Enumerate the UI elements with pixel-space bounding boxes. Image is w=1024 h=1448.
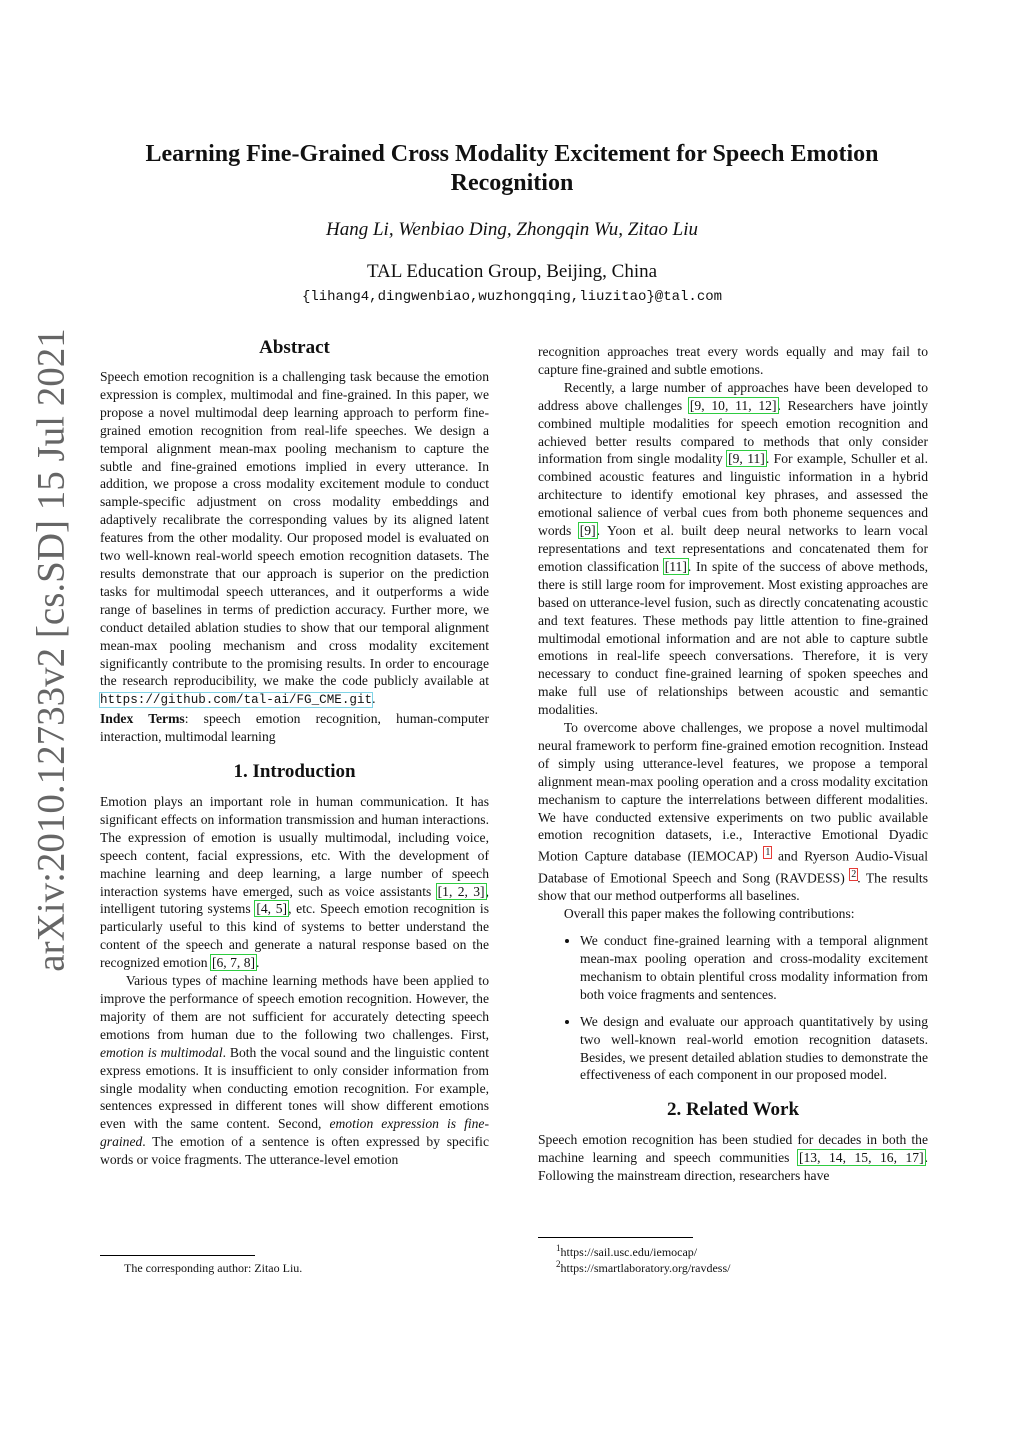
introduction-heading: 1. Introduction [233, 761, 356, 783]
footnote-rule [100, 1255, 255, 1256]
citation-link[interactable]: [13, 14, 15, 16, 17] [798, 1150, 924, 1166]
footnote-corresponding-author: The corresponding author: Zitao Liu. [124, 1261, 303, 1275]
code-link[interactable]: https://github.com/tal-ai/FG_CME.git [100, 693, 373, 708]
footnote-rule [538, 1237, 693, 1238]
citation-link[interactable]: [9, 11] [728, 451, 765, 467]
footnote-link[interactable]: 1 [765, 847, 771, 859]
related-paragraph-1: Speech emotion recognition has been studied for decades in both the machine learning and speech communities [13, 14, 15, 16, 17]. Following the mainstream direction, researchers have [538, 1132, 929, 1184]
right-column [538, 343, 928, 1185]
index-terms: Index Terms: speech emotion recognition, human-computer interaction, multimodal learning [100, 711, 489, 745]
intro-paragraph-2: Various types of machine learning methods have been applied to improve the performance of speech emotion recognition. However, the majority of them are not sufficient for accurately detecting speech emotions from human due to the following two challenges. First, emotion is multimodal. Both the vocal sound and the linguistic content express emotions. It is insufficient to only consider information from single modality when conducting emotion recognition. For example, sentences expressed in different tones will show different emotions even with the same content. Second, emotion expression is fine-grained. The emotion of a sentence is often expressed by specific words or voice fragments. The utterance-level emotion [100, 973, 489, 1168]
footnote-2: $^2$https://smartlaboratory.org/ravdess/ [556, 1259, 731, 1275]
citation-link[interactable]: [1, 2, 3] [437, 883, 485, 899]
footnote-link[interactable]: 2 [851, 868, 857, 880]
citation-link[interactable]: [11] [664, 558, 687, 574]
footnote-1: $^1$https://sail.usc.edu/iemocap/ [556, 1243, 698, 1259]
abstract-heading: Abstract [259, 337, 330, 358]
citation-link[interactable]: [9] [579, 523, 596, 539]
list-item: • We conduct fine-grained learning with a temporal alignment mean-max pooling operation and cross-modality excitement mechanism to obtain plentiful cross modality information from both voice fragments and sentences. [580, 932, 928, 1004]
author-emails: {lihang4,dingwenbiao,wuzhongqing,liuzitao}@tal.com [301, 289, 723, 305]
list-item: • We design and evaluate our approach quantitatively by using two well-known real-world emotion recognition datasets. Besides, we present detailed ablation studies to demonstrate the effectiveness of each component in our proposed model. [580, 1013, 928, 1085]
arxiv-identifier: arXiv:2010.12733v2 [cs.SD] 15 Jul 2021 [29, 328, 73, 972]
intro-paragraph-3: Recently, a large number of approaches have been developed to address above challenges [9, 10, 11, 12]. Researchers have jointly combined multiple modalities for speech emotion recognition and achieved better results compared to methods that only consider information from single modality [9, 11]. For example, Schuller et al. combined acoustic features and linguistic information in a hybrid architecture to identify emotional key phrases, and assessed the emotional salience of verbal cues from both phoneme sequences and words [9]. Yoon et al. built deep neural networks to learn vocal representations and text representations and concatenated them for emotion classification [11]. In spite of the success of above methods, there is still large room for improvement. Most existing approaches are based on utterance-level fusion, such as directly concatenating acoustic and text features. These methods pay little attention to fine-grained multimodal emotional information and are not able to capture subtle emotions in real-life speech conversations. Therefore, it is very necessary to conduct fine-grained learning of spoken speeches and make full use of relationships between acoustic and semantic modalities. [538, 379, 929, 718]
intro-paragraph-4: To overcome above challenges, we propose a novel multimodal neural framework to perform fine-grained emotion recognition. Instead of simply using utterance-level features, we propose a temporal alignment mean-max pooling operation and a cross modality excitation mechanism to capture the interrelations between different modalities. We have conducted extensive experiments on two public available emotion recognition datasets, i.e., Interactive Emotional Dyadic Motion Capture database (IEMOCAP) $^1$ and Ryerson Audio-Visual Database of Emotional Speech and Song (RAVDESS) $^2$. The results show that our method outperforms all baselines. [538, 720, 929, 904]
contributions-intro: Overall this paper makes the following contributions: [563, 906, 855, 922]
affiliation: TAL Education Group, Beijing, China [366, 261, 658, 282]
author-list: Hang Li, Wenbiao Ding, Zhongqin Wu, Zitao Liu [326, 219, 698, 240]
contributions-list [538, 932, 928, 1084]
citation-link[interactable]: [9, 10, 11, 12] [689, 397, 777, 413]
abstract-body: Speech emotion recognition is a challenging task because the emotion expression is complex, multimodal and fine-grained. In this paper, we propose a novel multimodal deep learning approach to perform fine-grained emotion recognition from real-life speeches. We design a temporal alignment mean-max pooling mechanism to capture the subtle and fine-grained emotions implied in every utterance. In addition, we propose a cross modality excitement module to conduct sample-specific adjustment on cross modality embeddings and adaptively recalibrate the corresponding values by its aligned latent features from the other modality. Our proposed model is evaluated on two well-known real-world speech emotion recognition datasets. The results demonstrate that our approach is superior on the prediction tasks for multimodal speech utterances, and it outperforms a wide range of baselines in terms of prediction accuracy. Further more, we conduct detailed ablation studies to show that our temporal alignment mean-max pooling mechanism and cross modality excitement significantly contribute to the promising results. In order to encourage the research reproducibility, we make the code publicly available at https://github.com/tal-ai/FG_CME.git. [100, 369, 489, 708]
paper-title: Learning Fine-Grained Cross Modality Excitement for Speech Emotion Recognition [145, 141, 879, 196]
related-work-heading: 2. Related Work [666, 1099, 800, 1121]
intro-paragraph-1: Emotion plays an important role in human communication. It has significant effects on information transmission and human interactions. The expression of emotion is usually multimodal, including voice, speech content, facial expressions, etc. With the development of machine learning and deep learning, a large number of speech interaction systems have emerged, such as voice assistants [1, 2, 3], intelligent tutoring systems [4, 5], etc. Speech emotion recognition is particularly useful to this kind of systems to better understand the content of the speech and generate a natural response based on the recognized emotion [6, 7, 8]. [100, 794, 489, 971]
citation-link[interactable]: [4, 5] [256, 901, 288, 917]
citation-link[interactable]: [6, 7, 8] [211, 955, 256, 971]
left-column [100, 336, 489, 1169]
intro-paragraph-2-cont: recognition approaches treat every words equally and may fail to capture fine-grained and subtle emotions. [538, 344, 928, 377]
